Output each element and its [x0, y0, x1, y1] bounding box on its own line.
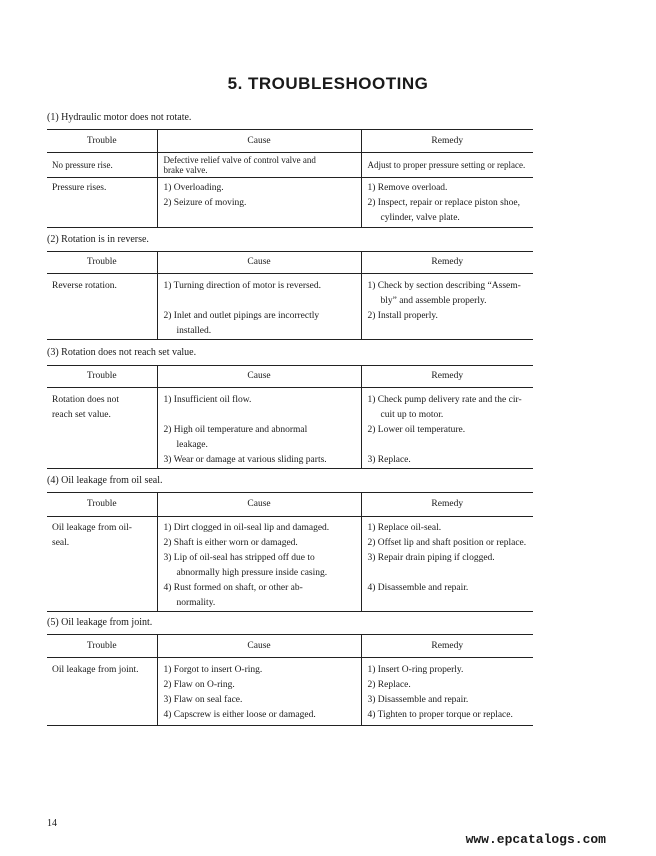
section-heading-5: (5) Oil leakage from joint.: [47, 617, 153, 628]
header-cause: Cause: [157, 130, 361, 153]
cause-line: leakage.: [176, 440, 208, 450]
table-cell-remedy: [361, 178, 533, 228]
remedy-line: bly” and assemble properly.: [380, 296, 487, 306]
watermark-link[interactable]: www.epcatalogs.com: [465, 832, 606, 847]
header-cause: Cause: [157, 366, 361, 388]
remedy-line: 4) Tighten to proper torque or replace.: [367, 710, 513, 720]
trouble-line: reach set value.: [52, 410, 111, 420]
header-cause: Cause: [157, 252, 361, 274]
table-cell-cause: [157, 178, 361, 228]
table-cell-cause: [157, 517, 361, 612]
remedy-line: 1) Replace oil-seal.: [367, 523, 442, 533]
cause-line: 3) Lip of oil-seal has stripped off due to: [163, 553, 315, 563]
table-cell-trouble: [47, 388, 157, 469]
table-cell-remedy: [361, 517, 533, 612]
header-trouble: Trouble: [47, 366, 157, 388]
remedy-line: 3) Disassemble and repair.: [367, 695, 469, 705]
table-cell-remedy: [361, 388, 533, 469]
remedy-line: 1) Check by section describing “Assem-: [367, 281, 521, 291]
remedy-line: cuit up to motor.: [380, 410, 444, 420]
cause-line: 4) Rust formed on shaft, or other ab-: [163, 583, 303, 593]
cause-line: 1) Forgot to insert O-ring.: [163, 665, 263, 675]
cause-line: 1) Dirt clogged in oil-seal lip and damaged.: [163, 523, 330, 533]
table-cell-trouble: [47, 658, 157, 726]
remedy-line: 2) Install properly.: [367, 311, 438, 321]
header-remedy: Remedy: [361, 635, 533, 658]
header-cause: Cause: [157, 493, 361, 517]
trouble-line: seal.: [52, 538, 70, 548]
header-remedy: Remedy: [361, 493, 533, 517]
table-cell-trouble: [47, 178, 157, 228]
cause-line: 2) Seizure of moving.: [163, 198, 247, 208]
section-heading-3: (3) Rotation does not reach set value.: [47, 347, 197, 358]
page-title: 5. TROUBLESHOOTING: [227, 74, 429, 93]
trouble-line: Oil leakage from oil-: [52, 523, 132, 533]
troubleshooting-table-4: [47, 492, 533, 612]
table-cell-trouble: [47, 517, 157, 612]
table-cell-remedy: [361, 274, 533, 340]
remedy-line: 2) Offset lip and shaft position or replace.: [367, 538, 527, 548]
header-remedy: Remedy: [361, 130, 533, 153]
remedy-line: Adjust to proper pressure setting or replace.: [367, 160, 526, 170]
cause-line: 4) Capscrew is either loose or damaged.: [163, 710, 316, 720]
remedy-line: [368, 566, 530, 581]
remedy-line: 1) Check pump delivery rate and the cir-: [367, 395, 522, 405]
section-heading-4: (4) Oil leakage from oil seal.: [47, 475, 163, 486]
page-number: 14: [47, 818, 57, 829]
remedy-line: 1) Insert O-ring properly.: [367, 665, 464, 675]
trouble-line: Reverse rotation.: [52, 281, 117, 291]
remedy-line: 1) Remove overload.: [367, 183, 448, 193]
remedy-line: 2) Inspect, repair or replace piston shoe,: [367, 198, 520, 208]
cause-line: [164, 294, 357, 309]
cause-line: 2) High oil temperature and abnormal: [163, 425, 308, 435]
header-trouble: Trouble: [47, 252, 157, 274]
trouble-line: No pressure rise.: [52, 160, 113, 170]
trouble-line: Rotation does not: [52, 395, 120, 405]
troubleshooting-table-1: [47, 129, 533, 228]
table-cell-trouble: [47, 153, 157, 178]
remedy-line: 3) Replace.: [367, 455, 411, 465]
section-heading-1: (1) Hydraulic motor does not rotate.: [47, 112, 192, 123]
table-cell-remedy: [361, 658, 533, 726]
section-heading-2: (2) Rotation is in reverse.: [47, 234, 149, 245]
cause-line: 1) Insufficient oil flow.: [163, 395, 252, 405]
header-trouble: Trouble: [47, 493, 157, 517]
remedy-line: cylinder, valve plate.: [380, 213, 460, 223]
header-trouble: Trouble: [47, 635, 157, 658]
cause-line: [164, 408, 357, 423]
troubleshooting-table-5: [47, 634, 533, 726]
remedy-line: [368, 438, 530, 453]
trouble-line: Oil leakage from joint.: [52, 665, 139, 675]
troubleshooting-table-2: [47, 251, 533, 340]
cause-line: 3) Wear or damage at various sliding parts.: [163, 455, 327, 465]
cause-line: normality.: [176, 598, 216, 608]
table-cell-remedy: [361, 153, 533, 178]
cause-line: 2) Inlet and outlet pipings are incorrectly: [163, 311, 320, 321]
cause-line: 1) Overloading.: [163, 183, 224, 193]
table-cell-trouble: [47, 274, 157, 340]
table-cell-cause: [157, 274, 361, 340]
table-cell-cause: [157, 153, 361, 178]
cause-line: Defective relief valve of control valve and: [163, 155, 316, 165]
trouble-line: Pressure rises.: [52, 183, 107, 193]
cause-line: 3) Flaw on seal face.: [163, 695, 243, 705]
cause-line: abnormally high pressure inside casing.: [176, 568, 328, 578]
cause-line: installed.: [176, 326, 212, 336]
troubleshooting-table-3: [47, 365, 533, 469]
cause-line: 1) Turning direction of motor is reversed.: [163, 281, 322, 291]
remedy-line: 3) Repair drain piping if clogged.: [367, 553, 495, 563]
cause-line: 2) Flaw on O-ring.: [163, 680, 235, 690]
header-remedy: Remedy: [361, 252, 533, 274]
header-trouble: Trouble: [47, 130, 157, 153]
table-cell-cause: [157, 388, 361, 469]
table-cell-cause: [157, 658, 361, 726]
remedy-line: 2) Lower oil temperature.: [367, 425, 466, 435]
header-cause: Cause: [157, 635, 361, 658]
remedy-line: 2) Replace.: [367, 680, 411, 690]
remedy-line: 4) Disassemble and repair.: [367, 583, 469, 593]
cause-line: 2) Shaft is either worn or damaged.: [163, 538, 298, 548]
cause-line: brake valve.: [163, 165, 208, 175]
header-remedy: Remedy: [361, 366, 533, 388]
